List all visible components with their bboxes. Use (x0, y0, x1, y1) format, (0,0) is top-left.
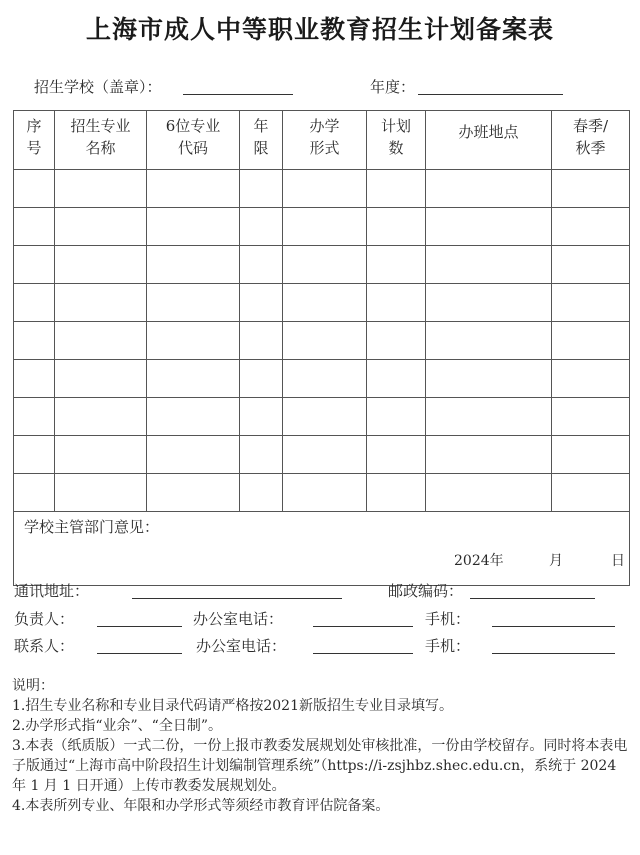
table-row (14, 436, 630, 474)
leader-mobile-field[interactable] (492, 626, 615, 627)
opinion-cell[interactable] (14, 512, 630, 586)
leader-label: 负责人： (14, 610, 75, 628)
address-label: 通讯地址： (14, 582, 90, 600)
table-cell[interactable] (147, 246, 240, 284)
notes-heading: 说明： (12, 678, 54, 694)
table-cell[interactable] (55, 246, 147, 284)
col-header-season: 春季/ 秋季 (552, 111, 630, 170)
table-cell[interactable] (14, 436, 55, 474)
enrollment-plan-table (13, 110, 630, 586)
table-cell[interactable] (552, 398, 630, 436)
table-cell[interactable] (147, 322, 240, 360)
table-cell[interactable] (426, 360, 552, 398)
table-row (14, 284, 630, 322)
table-cell[interactable] (426, 246, 552, 284)
table-cell[interactable] (426, 284, 552, 322)
table-cell[interactable] (283, 208, 367, 246)
date-year: 2024年 (454, 553, 504, 569)
table-row (14, 208, 630, 246)
note-item-1: 1.招生专业名称和专业目录代码请严格按2021新版招生专业目录填写。 (12, 698, 453, 714)
table-row (14, 322, 630, 360)
table-cell[interactable] (426, 474, 552, 512)
table-cell[interactable] (55, 208, 147, 246)
table-cell[interactable] (240, 398, 283, 436)
year-field[interactable] (418, 94, 563, 95)
col-header-mode: 办学 形式 (283, 111, 367, 170)
table-cell[interactable] (367, 436, 426, 474)
col-header-years: 年 限 (240, 111, 283, 170)
table-cell[interactable] (55, 170, 147, 208)
postcode-field[interactable] (470, 598, 595, 599)
table-cell[interactable] (552, 246, 630, 284)
table-row (14, 170, 630, 208)
table-cell[interactable] (55, 474, 147, 512)
table-cell[interactable] (14, 398, 55, 436)
contact-mobile-field[interactable] (492, 653, 615, 654)
table-cell[interactable] (55, 398, 147, 436)
table-cell[interactable] (367, 322, 426, 360)
col-header-plan-count: 计划 数 (367, 111, 426, 170)
table-cell[interactable] (367, 208, 426, 246)
leader-office-phone-label: 办公室电话： (193, 610, 284, 628)
table-cell[interactable] (426, 436, 552, 474)
table-cell[interactable] (367, 398, 426, 436)
contact-mobile-label: 手机： (425, 637, 471, 655)
table-cell[interactable] (552, 474, 630, 512)
table-cell[interactable] (147, 474, 240, 512)
contact-office-phone-field[interactable] (313, 653, 413, 654)
note-item-2: 2.办学形式指“业余”、“全日制”。 (12, 718, 222, 734)
table-cell[interactable] (240, 474, 283, 512)
table-cell[interactable] (14, 322, 55, 360)
leader-field[interactable] (97, 626, 182, 627)
table-cell[interactable] (367, 246, 426, 284)
postcode-label: 邮政编码： (388, 582, 464, 600)
table-cell[interactable] (426, 208, 552, 246)
address-field[interactable] (132, 598, 342, 599)
table-cell[interactable] (552, 436, 630, 474)
contact-person-label: 联系人： (14, 637, 75, 655)
table-cell[interactable] (147, 284, 240, 322)
school-label: 招生学校（盖章）： (34, 78, 162, 96)
table-cell[interactable] (14, 170, 55, 208)
table-cell[interactable] (552, 208, 630, 246)
date-day: 日 (611, 553, 625, 569)
table-cell[interactable] (283, 170, 367, 208)
leader-office-phone-field[interactable] (313, 626, 413, 627)
table-cell[interactable] (283, 360, 367, 398)
table-cell[interactable] (426, 170, 552, 208)
table-cell[interactable] (367, 284, 426, 322)
table-body (14, 170, 630, 586)
school-field[interactable] (183, 94, 293, 95)
table-cell[interactable] (55, 322, 147, 360)
table-cell[interactable] (240, 246, 283, 284)
table-cell[interactable] (14, 360, 55, 398)
table-cell[interactable] (55, 360, 147, 398)
table-cell[interactable] (283, 436, 367, 474)
table-row (14, 474, 630, 512)
table-cell[interactable] (14, 208, 55, 246)
opinion-row (14, 512, 630, 586)
table-cell[interactable] (147, 436, 240, 474)
table-cell[interactable] (283, 398, 367, 436)
contact-office-phone-label: 办公室电话： (196, 637, 287, 655)
table-cell[interactable] (367, 474, 426, 512)
table-cell[interactable] (552, 284, 630, 322)
table-cell[interactable] (283, 322, 367, 360)
note-item-3: 3.本表（纸质版）一式二份，一份上报市教委发展规划处审核批准，一份由学校留存。同时将本表电子版通过“上海市高中阶段招生计划编制管理系统”（https://i-zsjhbz.shec.edu.cn，系统于 2024 年 1 月 1 日开通）上传市教委发展规划处。 (12, 738, 628, 794)
date-month: 月 (549, 553, 563, 569)
table-cell[interactable] (240, 436, 283, 474)
table-cell[interactable] (147, 398, 240, 436)
table-cell[interactable] (14, 284, 55, 322)
opinion-label: 学校主管部门意见： (24, 518, 160, 536)
table-cell[interactable] (367, 170, 426, 208)
table-cell[interactable] (147, 170, 240, 208)
table-cell[interactable] (552, 360, 630, 398)
table-cell[interactable] (55, 436, 147, 474)
table-cell[interactable] (14, 246, 55, 284)
note-item-4: 4.本表所列专业、年限和办学形式等须经市教育评估院备案。 (12, 798, 390, 814)
year-label: 年度： (370, 78, 416, 96)
table-cell[interactable] (147, 360, 240, 398)
table-row (14, 398, 630, 436)
table-header-row (14, 111, 630, 170)
table-cell[interactable] (240, 208, 283, 246)
table-cell[interactable] (426, 322, 552, 360)
table-cell[interactable] (240, 322, 283, 360)
table-cell[interactable] (283, 474, 367, 512)
contact-person-field[interactable] (97, 653, 182, 654)
leader-mobile-label: 手机： (425, 610, 471, 628)
table-row (14, 360, 630, 398)
col-header-serial: 序 号 (14, 111, 55, 170)
table-cell[interactable] (147, 208, 240, 246)
col-header-location: 办班地点 (426, 111, 552, 170)
table-cell[interactable] (240, 170, 283, 208)
table-cell[interactable] (240, 284, 283, 322)
col-header-major-code: 6位专业 代码 (147, 111, 240, 170)
col-header-major-name: 招生专业 名称 (55, 111, 147, 170)
form-title: 上海市成人中等职业教育招生计划备案表 (85, 15, 554, 44)
table-cell[interactable] (552, 170, 630, 208)
table-cell[interactable] (240, 360, 283, 398)
table-cell[interactable] (55, 284, 147, 322)
table-cell[interactable] (426, 398, 552, 436)
table-cell[interactable] (552, 322, 630, 360)
table-cell[interactable] (283, 246, 367, 284)
table-row (14, 246, 630, 284)
table-cell[interactable] (283, 284, 367, 322)
table-cell[interactable] (367, 360, 426, 398)
notes-section (12, 676, 632, 816)
table-cell[interactable] (14, 474, 55, 512)
